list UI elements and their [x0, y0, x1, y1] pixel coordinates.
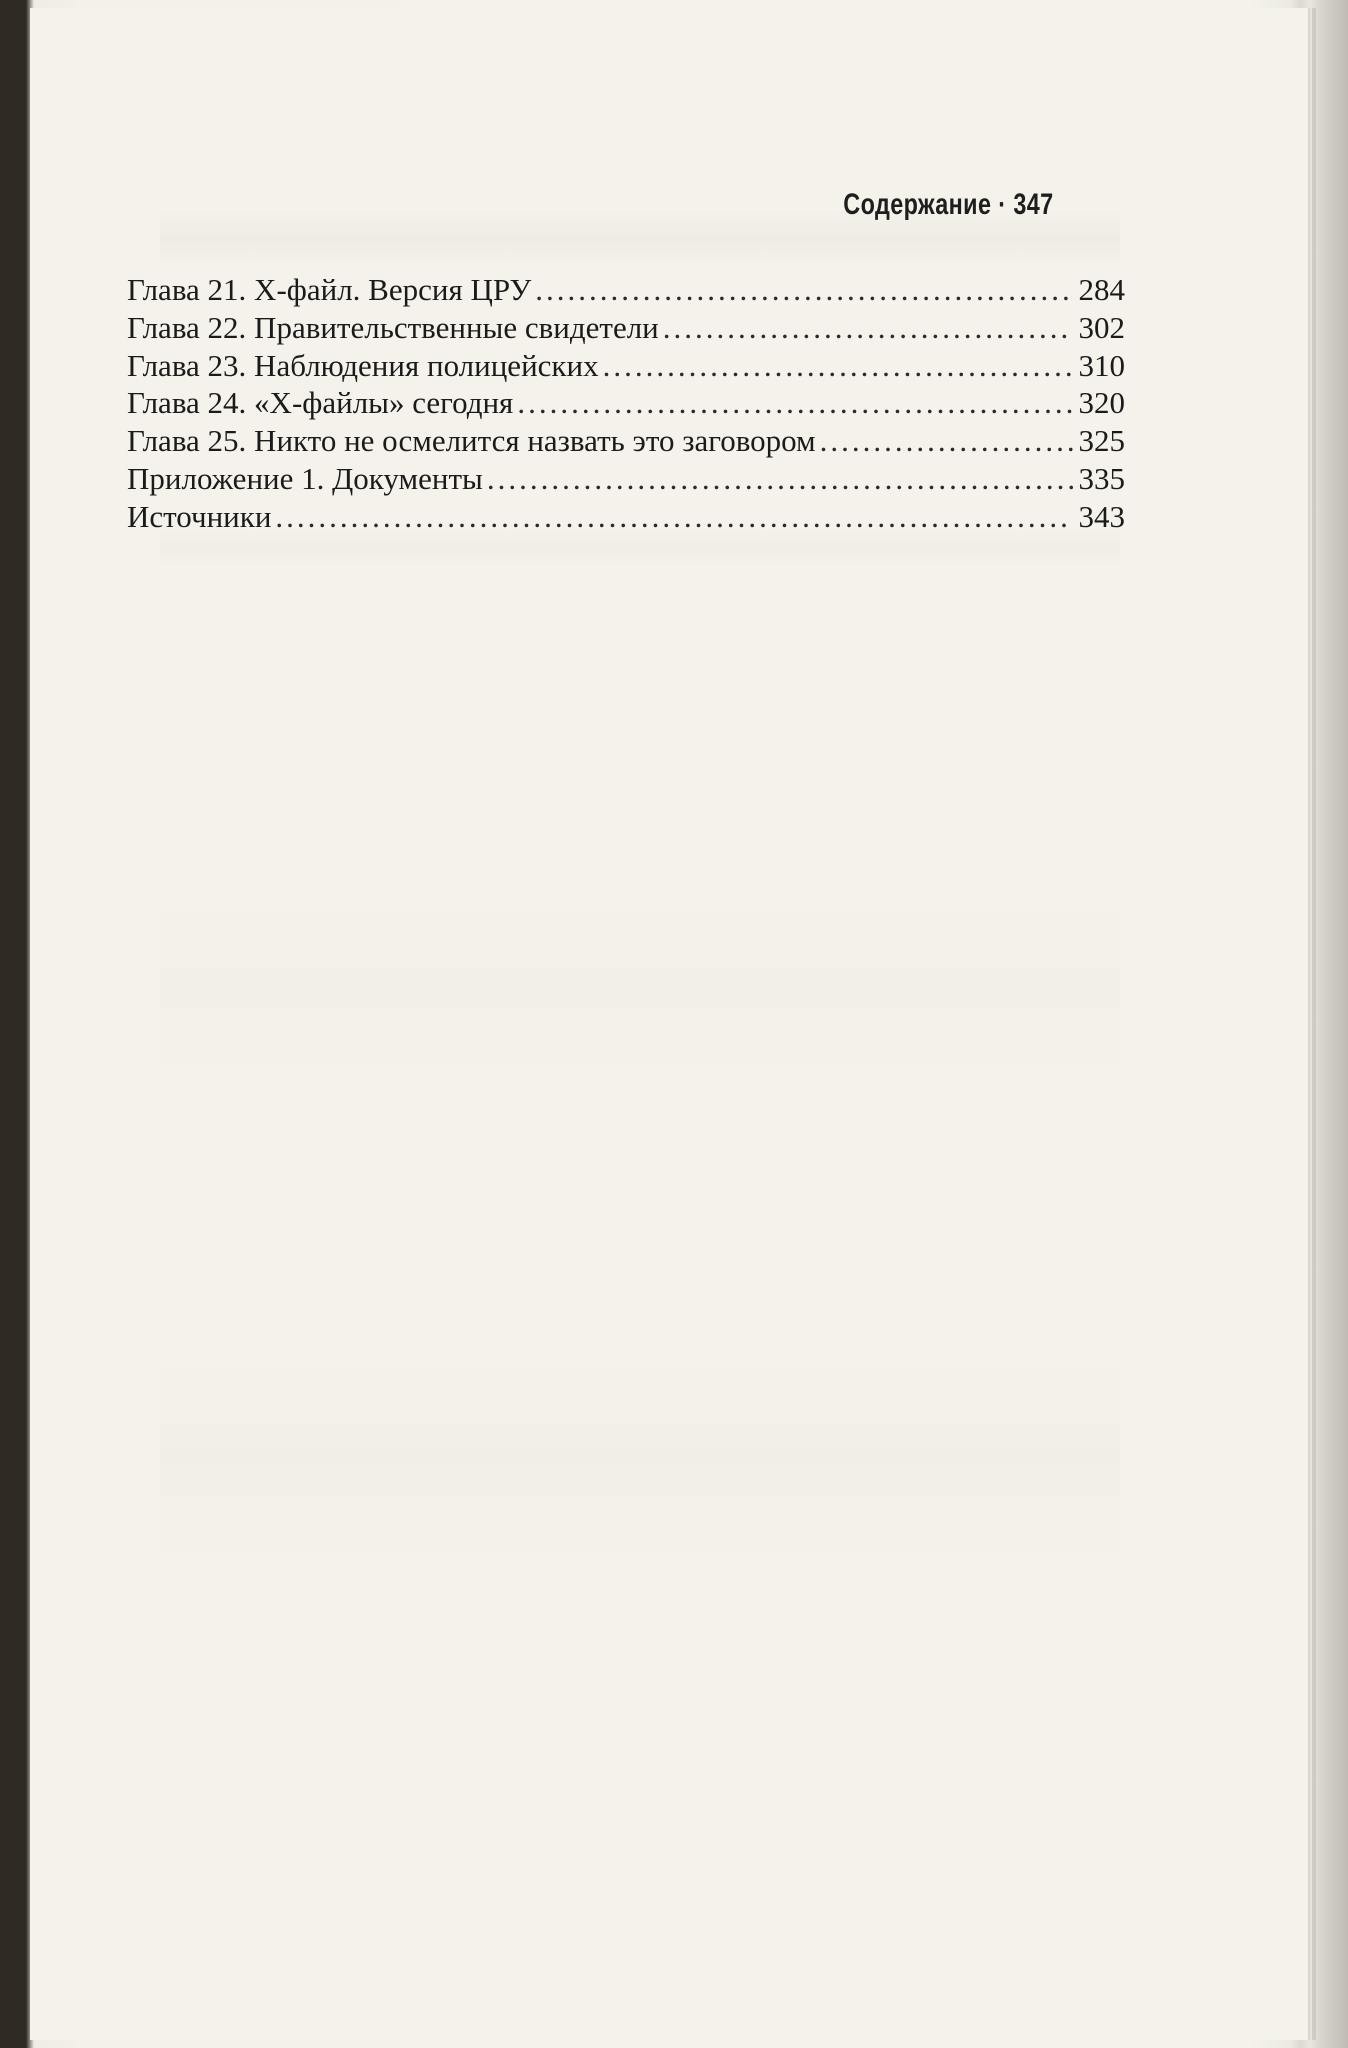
table-of-contents [127, 272, 1125, 537]
toc-entry-page: 320 [1078, 385, 1125, 421]
toc-leader-dots [603, 348, 1073, 384]
toc-entry-page: 310 [1078, 347, 1125, 383]
toc-entry [127, 461, 1125, 499]
toc-leader-dots [275, 499, 1072, 535]
toc-entry-page: 302 [1078, 309, 1125, 345]
toc-entry-title: Глава 22. Правительственные свидетели [127, 309, 659, 345]
running-header: Содержание · 347 [843, 188, 1054, 221]
toc-entry-title: Глава 25. Никто не осмелится назвать это заговором [127, 423, 816, 459]
toc-entry-title: Глава 23. Наблюдения полицейских [127, 347, 599, 383]
toc-leader-dots [663, 310, 1073, 346]
toc-leader-dots [487, 461, 1073, 497]
toc-entry-page: 284 [1078, 272, 1125, 307]
toc-entry-title: Источники [127, 498, 272, 534]
show-through-band-3 [160, 888, 1120, 1088]
toc-entry [127, 423, 1125, 461]
toc-entry-title: Приложение 1. Документы [127, 460, 483, 496]
toc-entry-page: 325 [1078, 423, 1125, 459]
book-page [30, 8, 1308, 2040]
toc-entry-title: Глава 21. Х-файл. Версия ЦРУ [127, 272, 532, 307]
toc-entry-page: 343 [1078, 498, 1125, 534]
toc-leader-dots [820, 423, 1073, 459]
toc-entry [127, 272, 1125, 310]
toc-entry [127, 348, 1125, 386]
toc-leader-dots [535, 272, 1072, 308]
toc-entry-page: 335 [1078, 460, 1125, 496]
toc-entry-title: Глава 24. «Х-файлы» сегодня [127, 385, 514, 421]
toc-entry [127, 499, 1125, 537]
show-through-band-4 [160, 1338, 1120, 1578]
toc-leader-dots [517, 385, 1072, 421]
toc-entry [127, 310, 1125, 348]
toc-entry [127, 385, 1125, 423]
